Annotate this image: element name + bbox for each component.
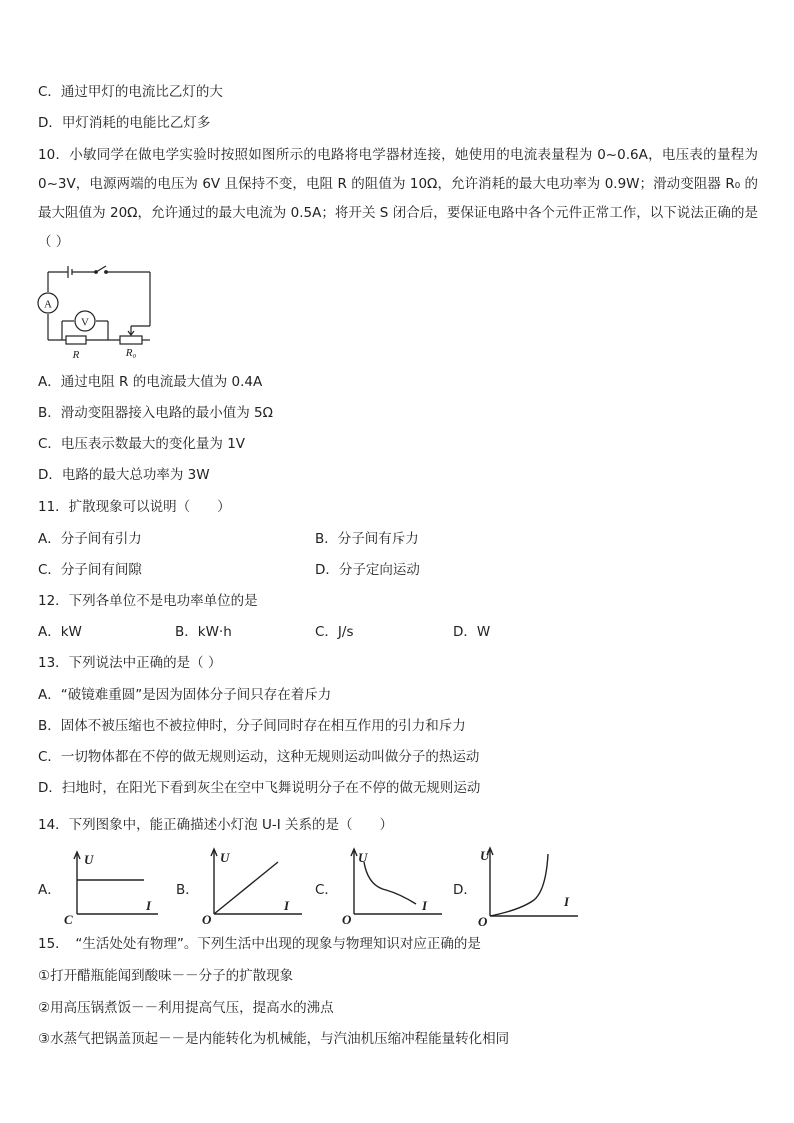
q11-option-d: D．分子定向运动	[315, 562, 420, 578]
q14-graph-d	[476, 844, 586, 926]
q15-stem: 15． “生活处处有物理”。下列生活中出现的现象与物理知识对应正确的是	[38, 936, 481, 952]
q10-option-b: B．滑动变阻器接入电路的最小值为 5Ω	[38, 405, 273, 421]
q13-option-c: C．一切物体都在不停的做无规则运动，这种无规则运动叫做分子的热运动	[38, 749, 480, 765]
graph-b-i-label: I	[284, 898, 290, 913]
q15-item-3: ③水蒸气把锅盖顶起－－是内能转化为机械能，与汽油机压缩冲程能量转化相同	[38, 1031, 510, 1047]
q10-stem: 10．小敏同学在做电学实验时按照如图所示的电路将电学器材连接，她使用的电流表量程为 0~0.6A，电压表的量程为 0~3V，电源两端的电压为 6V 且保持不变，电阻 R 的阻值为 10Ω，允许消耗的最大电功率为 0.9W；滑动变阻器 R₀ 的最大阻值为 20Ω，允许通过的最大电流为 0.5A；将开关 S 闭合后，要保证电路中各个元件正常工作，以下说法正确的是（ ）	[38, 147, 758, 250]
q11-stem: 11．扩散现象可以说明（ ）	[38, 499, 231, 515]
q12-option-a: A．kW	[38, 624, 82, 640]
q14-graph-b-label: B．	[176, 882, 199, 898]
rheostat-label: R₀	[125, 347, 137, 359]
q13-stem: 13．下列说法中正确的是（ ）	[38, 655, 222, 671]
graph-d-u-label: U	[480, 848, 490, 863]
graph-b-u-label: U	[220, 850, 230, 865]
q11-option-b: B．分子间有斥力	[315, 531, 419, 547]
q14-graph-b	[198, 846, 308, 926]
q12-option-c: C．J/s	[315, 624, 354, 640]
q14-graph-c	[338, 846, 448, 926]
q14-graph-a	[60, 848, 170, 926]
q14-graph-d-label: D．	[453, 882, 477, 898]
q11-option-c: C．分子间有间隙	[38, 562, 142, 578]
graph-a-origin-label: C	[64, 912, 73, 926]
q12-stem: 12．下列各单位不是电功率单位的是	[38, 593, 258, 609]
q15-item-1: ①打开醋瓶能闻到酸味－－分子的扩散现象	[38, 968, 294, 984]
q14-graph-c-label: C．	[315, 882, 338, 898]
graph-c-origin-label: O	[342, 912, 352, 926]
q13-option-a: A．“破镜难重圆”是因为固体分子间只存在着斥力	[38, 687, 332, 703]
q15-item-2: ②用高压锅煮饭－－利用提高气压，提高水的沸点	[38, 1000, 334, 1016]
q10-option-a: A．通过电阻 R 的电流最大值为 0.4A	[38, 374, 263, 390]
q9-option-c: C．通过甲灯的电流比乙灯的大	[38, 84, 223, 100]
resistor-label: R	[72, 349, 80, 361]
graph-c-u-label: U	[358, 850, 368, 865]
q12-option-b: B．kW·h	[175, 624, 232, 640]
graph-a-u-label: U	[84, 852, 94, 867]
q14-stem: 14．下列图象中，能正确描述小灯泡 U-I 关系的是（ ）	[38, 817, 393, 833]
graph-d-origin-label: O	[478, 914, 488, 926]
q12-option-d: D．W	[453, 624, 491, 640]
q10-circuit-diagram	[30, 262, 160, 362]
graph-d-i-label: I	[564, 894, 570, 909]
q14-graph-a-label: A．	[38, 882, 61, 898]
voltmeter-symbol-label: V	[81, 316, 89, 329]
q13-option-b: B．固体不被压缩也不被拉伸时，分子间同时存在相互作用的引力和斥力	[38, 718, 466, 734]
q11-option-a: A．分子间有引力	[38, 531, 142, 547]
q10-option-c: C．电压表示数最大的变化量为 1V	[38, 436, 246, 452]
q9-option-d: D．甲灯消耗的电能比乙灯多	[38, 115, 211, 131]
q10-option-d: D．电路的最大总功率为 3W	[38, 467, 210, 483]
graph-c-i-label: I	[422, 898, 428, 913]
graph-a-i-label: I	[146, 898, 152, 913]
graph-b-origin-label: O	[202, 912, 212, 926]
q13-option-d: D．扫地时，在阳光下看到灰尘在空中飞舞说明分子在不停的做无规则运动	[38, 780, 481, 796]
ammeter-symbol-label: A	[44, 298, 52, 311]
